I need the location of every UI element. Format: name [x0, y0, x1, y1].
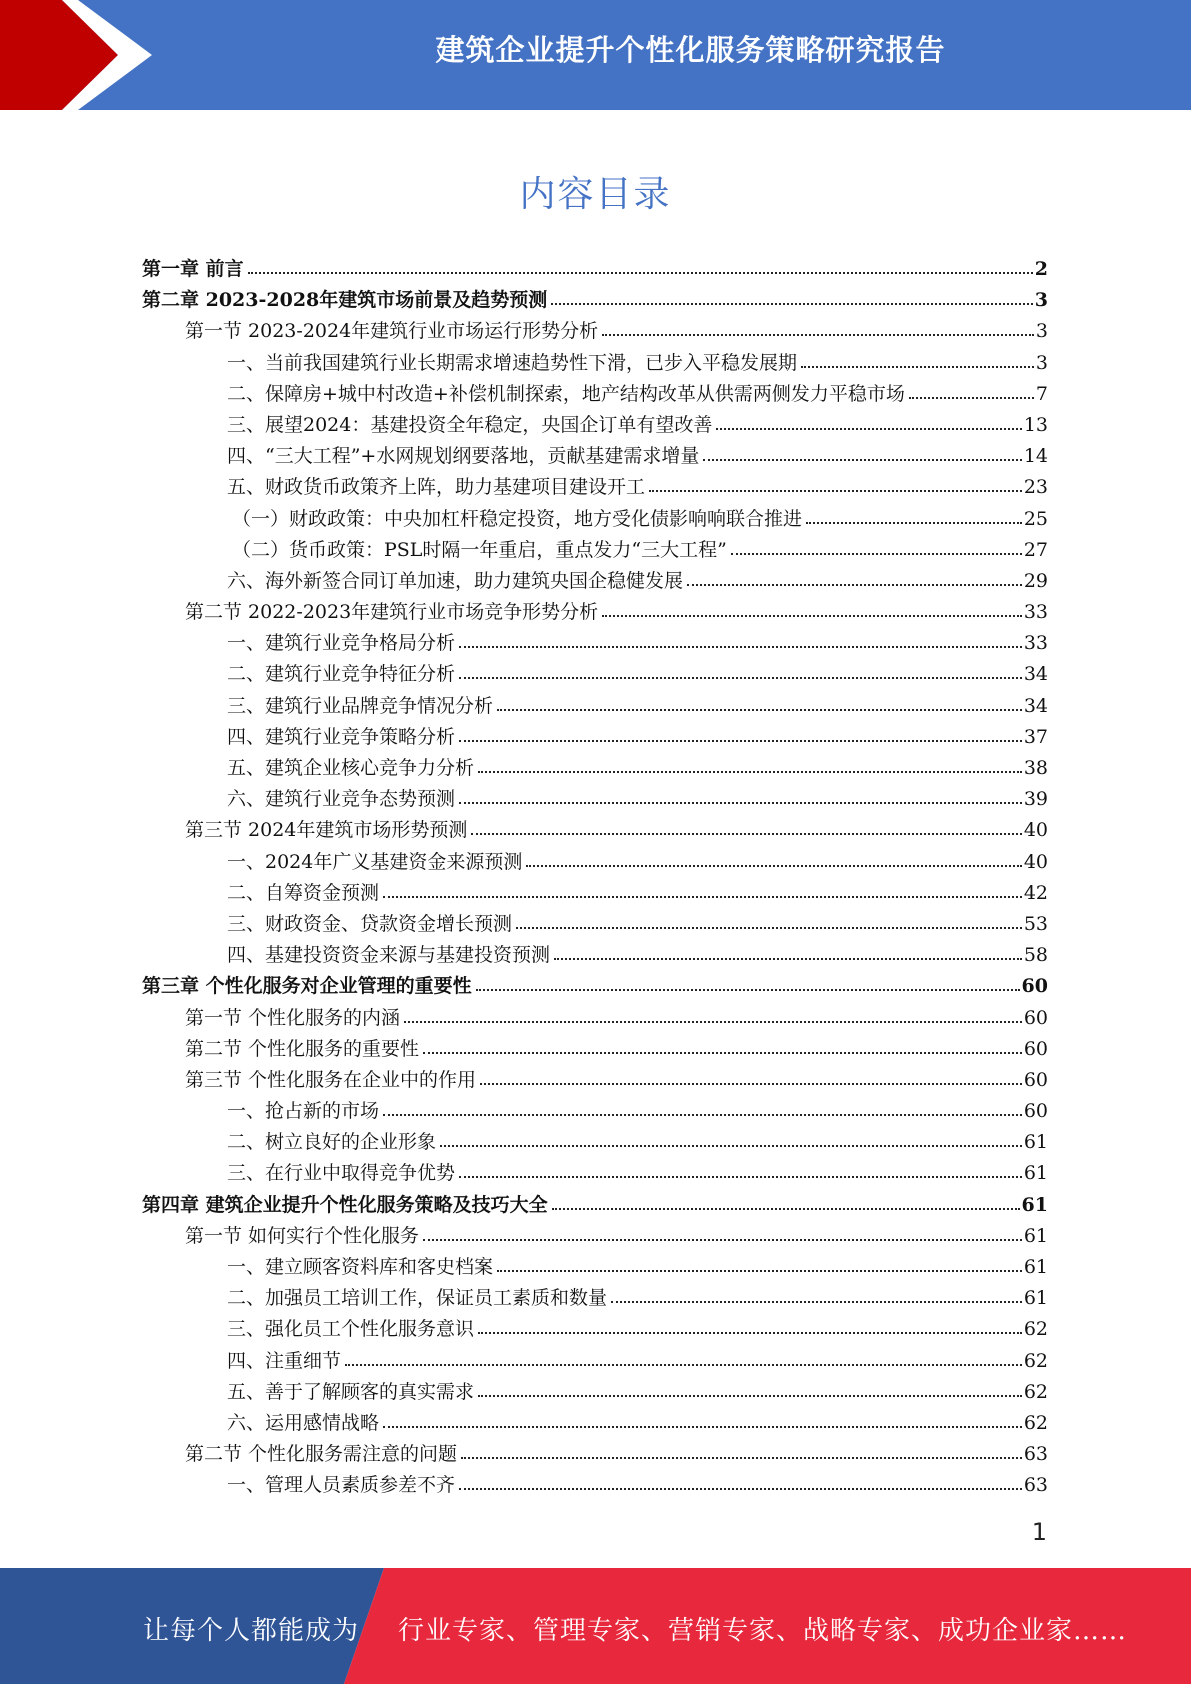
- toc-entry-title: 六、运用感情战略: [227, 1411, 380, 1434]
- toc-entry-page: 39: [1023, 788, 1048, 811]
- toc-entry-title: 四、建筑行业竞争策略分析: [227, 725, 456, 748]
- toc-entry-title: （一）财政政策：中央加杠杆稳定投资，地方受化债影响响联合推进: [232, 507, 803, 530]
- toc-entry[interactable]: [142, 254, 1048, 285]
- toc-entry-title: 二、自筹资金预测: [227, 881, 380, 904]
- toc-entry[interactable]: [142, 1283, 1048, 1314]
- toc-entry-page: 33: [1023, 601, 1048, 624]
- toc-entry-page: 13: [1023, 413, 1048, 436]
- header-banner: [0, 0, 1191, 110]
- toc-dot-leader: [497, 708, 1022, 711]
- toc-dot-leader: [478, 770, 1022, 773]
- toc-dot-leader: [703, 458, 1021, 461]
- toc-dot-leader: [909, 396, 1034, 399]
- toc-entry-page: 34: [1023, 663, 1048, 686]
- toc-entry[interactable]: [142, 348, 1048, 379]
- toc-dot-leader: [611, 1300, 1022, 1303]
- toc-dot-leader: [602, 333, 1034, 336]
- toc-entry-page: 3: [1035, 320, 1048, 343]
- toc-entry-title: 六、海外新签合同订单加速，助力建筑央国企稳健发展: [227, 569, 684, 592]
- toc-entry-title: 二、建筑行业竞争特征分析: [227, 663, 456, 686]
- toc-entry[interactable]: [142, 285, 1048, 316]
- toc-entry-page: 60: [1023, 1037, 1048, 1060]
- toc-dot-leader: [497, 1269, 1022, 1272]
- toc-entry[interactable]: [142, 1408, 1048, 1439]
- toc-entry-page: 33: [1023, 632, 1048, 655]
- toc-dot-leader: [649, 489, 1022, 492]
- toc-entry-page: 61: [1023, 1131, 1048, 1154]
- toc-entry-page: 3: [1035, 351, 1048, 374]
- toc-entry-title: 第四章 建筑企业提升个性化服务策略及技巧大全: [142, 1193, 548, 1216]
- toc-entry-page: 58: [1023, 944, 1048, 967]
- toc-entry-title: 二、加强员工培训工作，保证员工素质和数量: [227, 1287, 608, 1310]
- toc-entry[interactable]: [142, 722, 1048, 753]
- toc-entry[interactable]: [142, 815, 1048, 846]
- toc-dot-leader: [478, 1394, 1022, 1397]
- toc-entry-page: 38: [1023, 757, 1048, 779]
- toc-entry-title: 第二节 个性化服务的重要性: [185, 1037, 420, 1060]
- toc-entry-title: 六、建筑行业竞争态势预测: [227, 788, 456, 811]
- toc-entry-page: 63: [1023, 1443, 1048, 1466]
- toc-entry-title: 三、在行业中取得竞争优势: [227, 1162, 456, 1185]
- toc-entry[interactable]: [142, 1346, 1048, 1377]
- toc-entry-title: 第一章 前言: [142, 258, 244, 280]
- toc-entry-title: 第一节 2023-2024年建筑行业市场运行形势分析: [185, 320, 599, 343]
- toc-entry-title: 四、“三大工程”+水网规划纲要落地，贡献基建需求增量: [227, 445, 700, 468]
- page-number: 1: [1031, 1518, 1047, 1546]
- toc-entry-page: 61: [1023, 1287, 1048, 1310]
- toc-entry-page: 3: [1034, 289, 1048, 312]
- toc-dot-leader: [440, 1144, 1022, 1147]
- toc-entry-title: 一、抢占新的市场: [227, 1100, 380, 1123]
- table-of-contents: [142, 254, 1048, 1502]
- toc-dot-leader: [478, 1331, 1022, 1334]
- toc-entry-title: 一、管理人员素质参差不齐: [227, 1474, 456, 1497]
- toc-dot-leader: [459, 739, 1022, 742]
- toc-dot-leader: [383, 895, 1022, 898]
- toc-entry[interactable]: [142, 1158, 1048, 1189]
- toc-entry-page: 60: [1023, 1006, 1048, 1029]
- toc-entry[interactable]: [142, 628, 1048, 659]
- report-title: 建筑企业提升个性化服务策略研究报告: [435, 33, 946, 67]
- footer-slogan-left: 让每个人都能成为: [143, 1616, 360, 1646]
- toc-dot-leader: [480, 1082, 1022, 1085]
- toc-entry[interactable]: [142, 566, 1048, 597]
- toc-entry-title: 四、基建投资资金来源与基建投资预测: [227, 944, 551, 967]
- toc-entry-title: 第一节 个性化服务的内涵: [185, 1006, 401, 1029]
- toc-entry-title: 四、注重细节: [227, 1349, 342, 1372]
- toc-entry-page: 27: [1023, 538, 1048, 561]
- toc-entry[interactable]: [142, 878, 1048, 909]
- toc-entry-page: 61: [1023, 1162, 1048, 1185]
- toc-entry-title: 一、当前我国建筑行业长期需求增速趋势性下滑，已步入平稳发展期: [227, 351, 798, 374]
- toc-dot-leader: [383, 1113, 1022, 1116]
- toc-entry-title: 五、善于了解顾客的真实需求: [227, 1380, 475, 1403]
- toc-entry[interactable]: [142, 472, 1048, 503]
- toc-entry[interactable]: [142, 971, 1048, 1002]
- toc-entry-title: 第二节 个性化服务需注意的问题: [185, 1443, 458, 1466]
- toc-dot-leader: [526, 864, 1021, 867]
- toc-entry-page: 61: [1021, 1193, 1048, 1216]
- toc-entry-page: 2: [1034, 258, 1048, 280]
- toc-entry-page: 25: [1023, 507, 1048, 530]
- toc-entry-page: 29: [1023, 569, 1048, 592]
- toc-entry-title: 三、强化员工个性化服务意识: [227, 1318, 475, 1341]
- toc-entry[interactable]: [142, 1034, 1048, 1065]
- footer-slogan-right: 行业专家、管理专家、营销专家、战略专家、成功企业家……: [398, 1616, 1128, 1646]
- toc-entry-page: 62: [1023, 1411, 1048, 1434]
- toc-entry-title: 一、建筑行业竞争格局分析: [227, 632, 456, 655]
- toc-entry-title: 第二章 2023-2028年建筑市场前景及趋势预测: [142, 289, 548, 312]
- toc-entry-title: 第一节 如何实行个性化服务: [185, 1224, 420, 1247]
- toc-entry-page: 63: [1023, 1474, 1048, 1497]
- toc-entry[interactable]: [142, 753, 1048, 784]
- toc-dot-leader: [516, 926, 1022, 929]
- toc-entry[interactable]: [142, 847, 1048, 878]
- toc-dot-leader: [459, 801, 1022, 804]
- toc-entry-page: 60: [1023, 1100, 1048, 1123]
- toc-entry-title: 一、2024年广义基建资金来源预测: [227, 850, 523, 873]
- toc-entry[interactable]: [142, 1003, 1048, 1034]
- toc-entry[interactable]: [142, 441, 1048, 472]
- footer-banner: [0, 1568, 1191, 1684]
- toc-entry-title: 二、保障房+城中村改造+补偿机制探索，地产结构改革从供需两侧发力平稳市场: [227, 382, 905, 405]
- toc-entry-page: 60: [1023, 1068, 1048, 1091]
- toc-entry[interactable]: [142, 940, 1048, 971]
- toc-dot-leader: [476, 988, 1020, 991]
- toc-entry[interactable]: [142, 1065, 1048, 1096]
- toc-entry-page: 60: [1021, 975, 1048, 998]
- toc-entry[interactable]: [142, 1252, 1048, 1283]
- toc-entry[interactable]: [142, 1314, 1048, 1345]
- toc-dot-leader: [383, 1425, 1022, 1428]
- toc-dot-leader: [248, 271, 1033, 274]
- toc-dot-leader: [461, 1456, 1022, 1459]
- toc-entry-page: 34: [1023, 694, 1048, 717]
- toc-dot-leader: [404, 1020, 1022, 1023]
- toc-dot-leader: [602, 614, 1022, 617]
- toc-entry-title: 五、财政货币政策齐上阵，助力基建项目建设开工: [227, 476, 646, 499]
- toc-entry[interactable]: [142, 379, 1048, 410]
- toc-entry-page: 62: [1023, 1318, 1048, 1341]
- toc-entry[interactable]: [142, 1439, 1048, 1470]
- toc-entry[interactable]: [142, 1377, 1048, 1408]
- toc-entry-title: （二）货币政策：PSL时隔一年重启，重点发力“三大工程”: [232, 538, 727, 561]
- toc-dot-leader: [471, 832, 1021, 835]
- toc-entry[interactable]: [142, 535, 1048, 566]
- toc-entry[interactable]: [142, 1096, 1048, 1127]
- toc-entry-title: 一、建立顾客资料库和客史档案: [227, 1256, 494, 1278]
- toc-entry[interactable]: [142, 1190, 1048, 1221]
- toc-entry-page: 62: [1023, 1380, 1048, 1403]
- toc-entry-page: 61: [1023, 1224, 1048, 1247]
- toc-dot-leader: [716, 427, 1021, 430]
- toc-entry-page: 23: [1023, 476, 1048, 499]
- toc-dot-leader: [551, 302, 1033, 305]
- toc-entry-title: 第三节 2024年建筑市场形势预测: [185, 819, 468, 842]
- toc-entry[interactable]: [142, 1221, 1048, 1252]
- toc-entry-title: 五、建筑企业核心竞争力分析: [227, 757, 475, 779]
- toc-entry-title: 三、财政资金、贷款资金增长预测: [227, 912, 513, 935]
- toc-dot-leader: [459, 1487, 1022, 1490]
- toc-dot-leader: [554, 957, 1022, 960]
- toc-dot-leader: [801, 365, 1034, 368]
- toc-entry-page: 62: [1023, 1349, 1048, 1372]
- toc-dot-leader: [731, 552, 1022, 555]
- toc-entry[interactable]: [142, 1470, 1048, 1501]
- toc-dot-leader: [552, 1207, 1020, 1210]
- toc-entry-page: 53: [1023, 912, 1048, 935]
- toc-entry-title: 第三章 个性化服务对企业管理的重要性: [142, 975, 472, 998]
- toc-dot-leader: [459, 1175, 1022, 1178]
- toc-entry[interactable]: [142, 316, 1048, 347]
- toc-entry[interactable]: [142, 504, 1048, 535]
- toc-entry-title: 三、展望2024：基建投资全年稳定，央国企订单有望改善: [227, 413, 713, 436]
- toc-entry[interactable]: [142, 410, 1048, 441]
- toc-dot-leader: [423, 1238, 1022, 1241]
- toc-dot-leader: [687, 583, 1022, 586]
- toc-entry-title: 第二节 2022-2023年建筑行业市场竞争形势分析: [185, 601, 599, 624]
- toc-entry[interactable]: [142, 659, 1048, 690]
- toc-entry[interactable]: [142, 597, 1048, 628]
- toc-heading: 内容目录: [519, 174, 672, 215]
- toc-entry[interactable]: [142, 784, 1048, 815]
- toc-entry-page: 14: [1023, 445, 1048, 468]
- toc-entry-title: 二、树立良好的企业形象: [227, 1131, 437, 1154]
- toc-entry-page: 37: [1023, 725, 1048, 748]
- toc-dot-leader: [345, 1363, 1022, 1366]
- toc-entry[interactable]: [142, 1127, 1048, 1158]
- toc-entry-page: 42: [1023, 881, 1048, 904]
- toc-dot-leader: [459, 645, 1022, 648]
- toc-entry-title: 三、建筑行业品牌竞争情况分析: [227, 694, 494, 717]
- toc-dot-leader: [423, 1051, 1022, 1054]
- toc-entry-page: 40: [1023, 850, 1048, 873]
- toc-entry[interactable]: [142, 909, 1048, 940]
- toc-entry[interactable]: [142, 691, 1048, 722]
- toc-entry-page: 40: [1023, 819, 1048, 842]
- toc-entry-page: 7: [1035, 382, 1048, 405]
- toc-entry-title: 第三节 个性化服务在企业中的作用: [185, 1068, 477, 1091]
- toc-dot-leader: [459, 676, 1022, 679]
- toc-entry-page: 61: [1023, 1256, 1048, 1278]
- toc-dot-leader: [806, 521, 1022, 524]
